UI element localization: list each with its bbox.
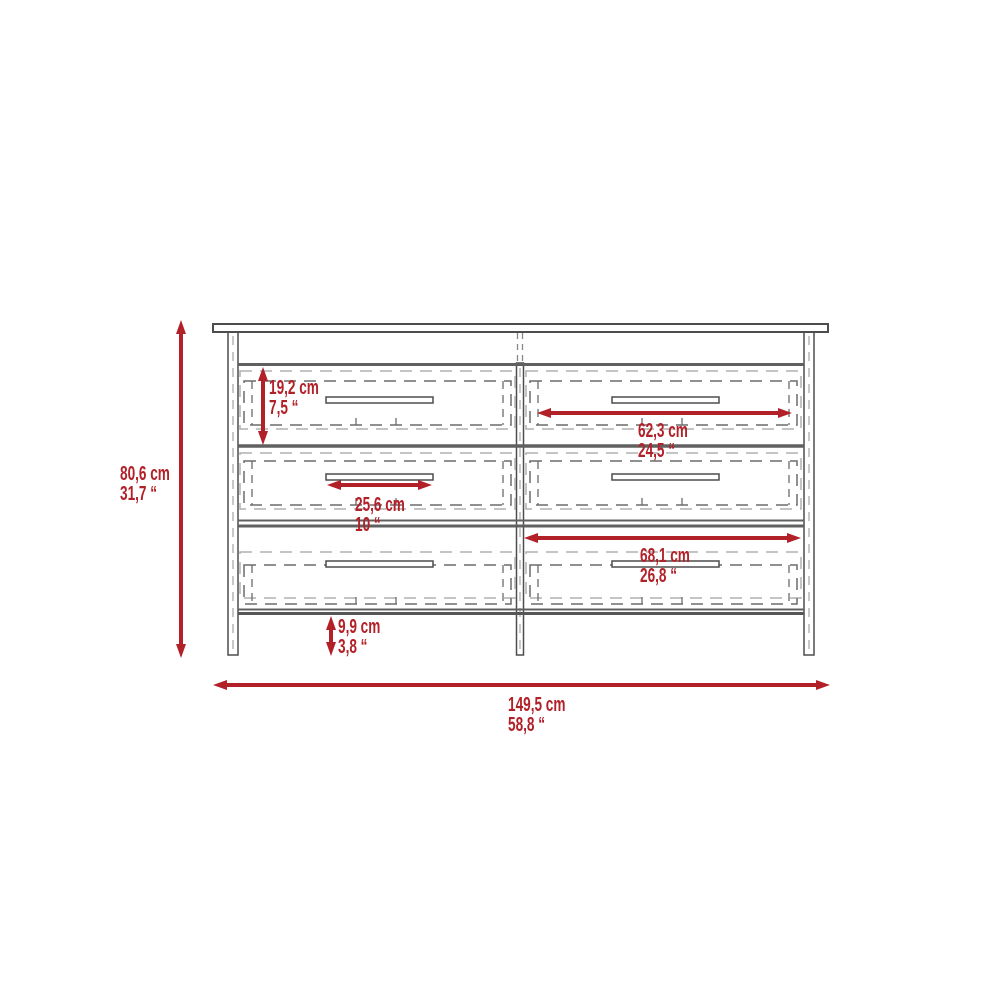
leg-height-dimension-arrow (326, 616, 336, 656)
drawer-height-cm: 19,2 cm (269, 377, 319, 399)
top-drawer-width-cm: 62,3 cm (638, 420, 688, 442)
top-drawer-width-inch: 24,5 “ (638, 440, 676, 462)
drawer-height-dimension-arrow (258, 367, 268, 445)
total-width-dimension-arrow (213, 680, 830, 690)
handle-width-cm: 25,6 cm (355, 494, 405, 516)
drawer-height-inch: 7,5 “ (269, 397, 299, 419)
top-board (213, 324, 828, 332)
leg-height-dimension-label (338, 617, 380, 657)
bottom-drawer-width-dimension-label (640, 546, 690, 586)
left-side-panel (228, 332, 238, 655)
handle-width-inch: 10 “ (355, 514, 381, 536)
total-width-dimension-label (508, 695, 565, 735)
bottom-drawer-width-inch: 26,8 “ (640, 565, 678, 587)
total-width-inch: 58,8 “ (508, 714, 546, 736)
leg-height-cm: 9,9 cm (338, 616, 381, 638)
drawer-height-dimension-label (269, 378, 319, 418)
total-width-cm: 149,5 cm (508, 694, 566, 716)
height-dimension-arrow (176, 320, 186, 658)
height-inch: 31,7 “ (120, 483, 158, 505)
height-dimension-label (120, 464, 170, 504)
top-drawer-width-dimension-label (638, 421, 688, 461)
bottom-drawer-width-dimension-arrow (524, 533, 801, 543)
bottom-drawer-width-cm: 68,1 cm (640, 545, 690, 567)
drawer-bottom-left (240, 552, 515, 604)
height-cm: 80,6 cm (120, 463, 170, 485)
handle-width-dimension-label (355, 495, 405, 535)
dresser-frame (213, 324, 828, 658)
leg-height-inch: 3,8 “ (338, 636, 368, 658)
handle-width-dimension-arrow (327, 480, 432, 490)
top-drawer-width-dimension-arrow (537, 408, 792, 418)
right-side-panel (804, 332, 814, 655)
